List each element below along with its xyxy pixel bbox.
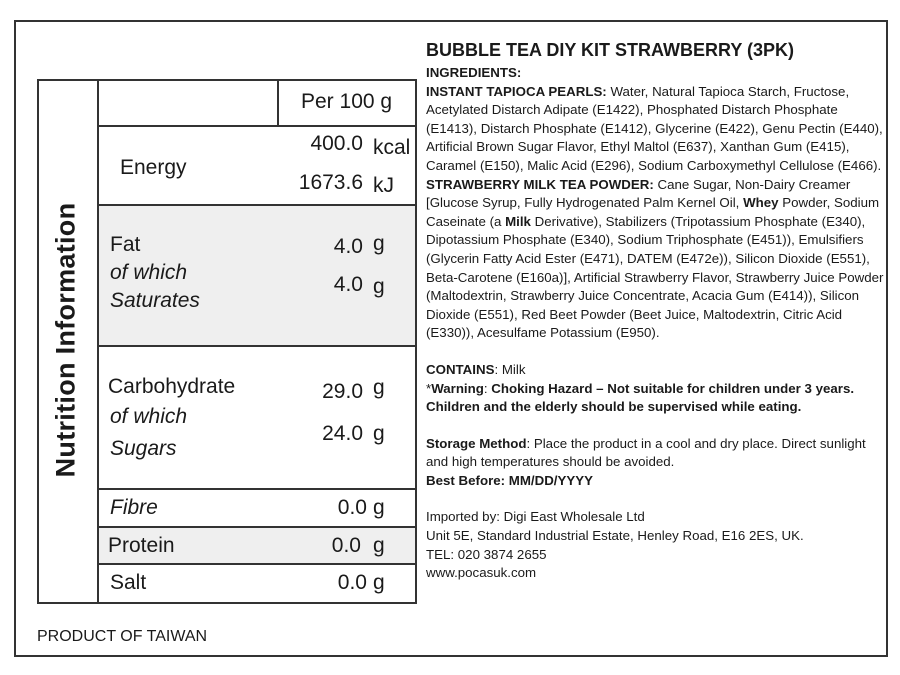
fibre-label: Fibre xyxy=(110,496,158,519)
energy-kcal-value: 400.0 xyxy=(310,132,363,155)
warning-text: Choking Hazard – Not suitable for children under 3 years. Children and the elderly should be supervised while eating. xyxy=(426,380,855,415)
table-left-border xyxy=(37,79,39,604)
milk-allergen: Milk xyxy=(505,213,531,229)
fat-of-which: of which xyxy=(110,261,188,284)
ingredients-panel xyxy=(426,38,886,583)
salt-label: Salt xyxy=(110,571,147,594)
fat-unit: g xyxy=(373,232,385,255)
powder-text-3: Derivative), Stabilizers (Tripotassium Phosphate (E340), Dipotassium Phosphate (E340), Sodium Triphosphate (E451)), Emulsifiers (Glycerin Fatty Acid Ester (E471), DATEM (E472e)), Silicon Dioxide (E551), Beta-Carotene (E160a)], Artificial Strawberry Flavor, Strawberry Juice Powder (Maltodextrin, Strawberry Juice Concentrate, Acacia Gum (E414)), Silicon Dioxide (E551), Red Beet Powder (Beet Juice, Maltodextrin, Citric Acid (E330)), Acesulfame Potassium (E950). xyxy=(426,213,884,341)
ingredients-heading: INGREDIENTS: xyxy=(426,65,522,80)
carbohydrate-value: 29.0 xyxy=(322,380,363,403)
powder-heading: STRAWBERRY MILK TEA POWDER: xyxy=(426,176,654,192)
warning-line xyxy=(426,380,886,417)
energy-kj-value: 1673.6 xyxy=(298,171,363,194)
per-100g-header: Per 100 g xyxy=(301,90,393,113)
whey-allergen: Whey xyxy=(743,195,779,211)
powder-ingredients xyxy=(426,176,886,343)
carbohydrate-label: Carbohydrate xyxy=(108,375,236,398)
row-line xyxy=(97,488,417,490)
row-line xyxy=(97,204,417,206)
product-title: BUBBLE TEA DIY KIT STRAWBERRY (3PK) xyxy=(426,40,795,60)
pearls-text: Water, Natural Tapioca Starch, Fructose, Acetylated Distarch Adipate (E1422), Phosphated Distarch Phosphate (E1413), Distarch Phosphate (E1412), Glycerine (E422), Genu Pectin (E440), Artificial Brown Sugar Flavor, Ethyl Maltol (E637), Xanthan Gum (E415), Caramel (E150), Malic Acid (E296), Sodium Carboxymethyl Cellulose (E466). xyxy=(426,83,883,173)
row-line xyxy=(97,563,417,565)
fat-saturates-label: Saturates xyxy=(110,289,200,312)
importer-tel: TEL: 020 3874 2655 xyxy=(426,546,547,562)
contains-line xyxy=(426,361,886,380)
carb-of-which: of which xyxy=(110,405,188,428)
protein-label: Protein xyxy=(108,534,175,557)
sugars-label: Sugars xyxy=(110,437,177,460)
carbohydrate-unit: g xyxy=(373,376,385,399)
sugars-value: 24.0 xyxy=(322,422,363,445)
sugars-unit: g xyxy=(373,422,385,445)
salt-value: 0.0 xyxy=(337,571,367,594)
pearls-heading: INSTANT TAPIOCA PEARLS: xyxy=(426,83,607,99)
fat-value: 4.0 xyxy=(333,235,363,258)
powder-text-1: Cane Sugar, Non-Dairy Creamer [Glucose Syrup, Fully Hydrogenated Palm Kernel Oil, xyxy=(426,176,851,211)
importer-line1: Imported by: Digi East Wholesale Ltd xyxy=(426,509,645,525)
contains-text: : Milk xyxy=(494,361,526,377)
energy-label: Energy xyxy=(120,156,187,179)
energy-kcal-unit: kcal xyxy=(373,136,411,159)
pearls-ingredients xyxy=(426,83,886,176)
nutrition-vertical-title: Nutrition Information xyxy=(50,202,81,478)
energy-kj-unit: kJ xyxy=(373,174,394,197)
importer-website: www.pocasuk.com xyxy=(426,565,537,581)
product-origin: PRODUCT OF TAIWAN xyxy=(37,628,208,645)
saturates-value: 4.0 xyxy=(333,273,363,296)
best-before: Best Before: MM/DD/YYYY xyxy=(426,472,593,488)
warning-label: Warning xyxy=(431,380,484,396)
row-line xyxy=(97,125,417,127)
header-value-divider xyxy=(277,79,279,126)
saturates-unit: g xyxy=(373,275,385,298)
fat-label: Fat xyxy=(110,233,141,256)
row-line xyxy=(97,345,417,347)
importer-address: Unit 5E, Standard Industrial Estate, Henley Road, E16 2ES, UK. xyxy=(426,528,804,544)
fibre-value: 0.0 xyxy=(337,496,367,519)
powder-text-2: Powder, Sodium Caseinate (a xyxy=(426,195,880,229)
row-line xyxy=(97,526,417,528)
contains-label: CONTAINS xyxy=(426,361,495,377)
fibre-unit: g xyxy=(373,496,385,519)
storage-line xyxy=(426,435,886,472)
warning-colon: : xyxy=(483,380,492,396)
storage-text: : Place the product in a cool and dry place. Direct sunlight and high temperatures should be avoided. xyxy=(426,435,866,470)
protein-unit: g xyxy=(373,534,385,557)
table-bottom-border xyxy=(37,602,417,604)
protein-value: 0.0 xyxy=(331,534,361,557)
salt-unit: g xyxy=(373,571,385,594)
storage-label: Storage Method xyxy=(426,435,527,451)
warning-prefix: * xyxy=(426,380,432,396)
table-top-border xyxy=(37,79,417,81)
